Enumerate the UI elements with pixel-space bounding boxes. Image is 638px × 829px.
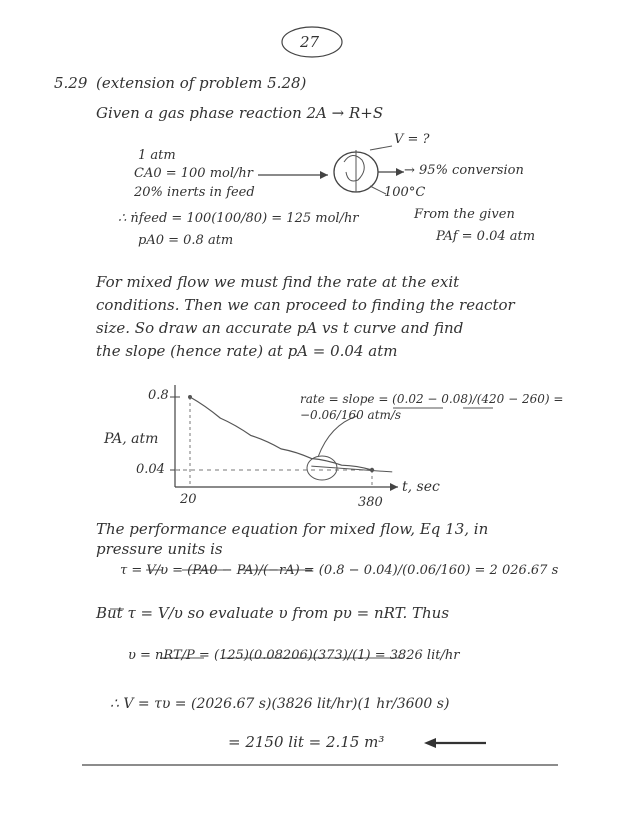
conversion: → 95% conversion	[404, 163, 524, 178]
final-answer: = 2150 lit = 2.15 m³	[228, 733, 385, 751]
point-20	[188, 395, 192, 399]
volume-equation: ∴ V = τυ = (2026.67 s)(3826 lit/hr)(1 hr/3600 s)	[110, 696, 450, 712]
inerts-in-feed: 20% inerts in feed	[134, 185, 255, 200]
x-axis-label: t, sec	[402, 479, 440, 495]
ytick-label-0.04: 0.04	[136, 462, 165, 477]
xtick-label-20: 20	[180, 492, 197, 507]
ytick-label-0.8: 0.8	[148, 388, 169, 403]
y-axis-label: PA, atm	[104, 431, 159, 447]
page-number: 27	[300, 33, 320, 51]
feed-concentration: CA0 = 100 mol/hr	[134, 166, 253, 181]
given-line: Given a gas phase reaction 2A → R+S	[96, 104, 384, 122]
problem-title: (extension of problem 5.28)	[96, 74, 307, 92]
from-given: From the given	[414, 207, 515, 222]
n-feed-calc: ∴ ṅfeed = 100(100/80) = 125 mol/hr	[118, 211, 359, 226]
paragraph-line-4: the slope (hence rate) at pA = 0.04 atm	[96, 342, 398, 360]
v-equation: υ = nRT/P = (125)(0.08206)(373)/(1) = 3826 lit/hr	[128, 648, 460, 663]
feed-pressure: 1 atm	[138, 148, 176, 163]
temperature: 100°C	[384, 185, 426, 200]
performance-line-2: pressure units is	[96, 540, 223, 558]
pa0-value: pA0 = 0.8 atm	[138, 233, 234, 248]
paragraph-line-2: conditions. Then we can proceed to finding the reactor	[96, 296, 515, 314]
reactor-volume: V = ?	[394, 132, 430, 147]
point-380	[370, 468, 374, 472]
reactor-sketch	[258, 146, 404, 194]
paragraph-line-1: For mixed flow we must find the rate at the exit	[96, 273, 460, 291]
xtick-label-380: 380	[358, 495, 383, 510]
but-line: But τ = V/υ so evaluate υ from pυ = nRT. Thus	[96, 604, 450, 622]
paf-value: PAf = 0.04 atm	[436, 229, 536, 244]
answer-arrow	[424, 738, 486, 748]
rate-slope-annotation: rate = slope = (0.02 − 0.08)/(420 − 260) = −0.06/160 atm/s	[300, 392, 564, 423]
tangent-line	[311, 466, 392, 472]
tau-equation: τ = V/υ = (PA0 − PA)/(−rA) = (0.8 − 0.04)/(0.06/160) = 2 026.67 s	[120, 563, 559, 578]
performance-line-1: The performance equation for mixed flow, Eq 13, in	[96, 520, 489, 538]
problem-number: 5.29	[54, 74, 88, 92]
paragraph-line-3: size. So draw an accurate pA vs t curve and find	[96, 319, 464, 337]
